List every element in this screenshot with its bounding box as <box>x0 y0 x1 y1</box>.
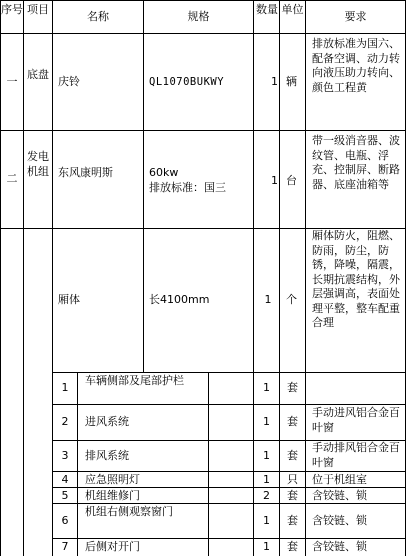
sub-row-unit: 套 <box>287 514 298 527</box>
sub-row-req: 含铰链、锁 <box>312 489 367 502</box>
sub-row-unit: 套 <box>287 540 298 553</box>
sub-row-no: 3 <box>61 449 69 462</box>
sub-row-name: 应急照明灯 <box>85 473 140 486</box>
sub-row-unit: 套 <box>287 381 298 394</box>
sub-row-name: 排风系统 <box>85 449 129 462</box>
row2-req: 带一级消音器、波纹管、电瓶、浮充、控制屏、断路器、底座油箱等 <box>312 134 400 191</box>
header-unit: 单位 <box>281 3 304 16</box>
row3-req: 厢体防火，阻燃、防雨，防尘，防锈，降噪，隔震，长期抗震结构，外层强调高，表面处理平整，整车配重合理 <box>312 229 400 329</box>
row2-item: 发电机组 <box>27 150 49 178</box>
sub-row-qty: 2 <box>263 489 270 502</box>
sub-row-req: 位于机组室 <box>312 473 367 486</box>
sub-row-name: 机组右侧观察窗门 <box>85 505 173 518</box>
sub-row-req: 手动进风铝合金百叶窗 <box>312 406 400 434</box>
sub-row-req: 手动排风铝合金百叶窗 <box>312 441 400 469</box>
header-qty: 数量 <box>256 3 278 16</box>
row1-name: 庆铃 <box>58 75 80 88</box>
sub-row-unit: 套 <box>287 415 298 428</box>
sub-row-name: 车辆侧部及尾部护栏 <box>85 374 184 387</box>
sub-row-qty: 1 <box>263 449 270 462</box>
sub-row-qty: 1 <box>263 381 270 394</box>
row2-qty: 1 <box>271 174 278 187</box>
row1-spec: QL1070BUKWY <box>149 76 225 88</box>
row3-qty: 1 <box>264 293 272 306</box>
row1-seq: 一 <box>6 75 18 88</box>
sub-row-unit: 套 <box>287 489 298 502</box>
header-seq: 序号 <box>1 3 23 16</box>
sub-row-unit: 套 <box>287 449 298 462</box>
row2-unit: 台 <box>286 174 297 187</box>
header-item: 项目 <box>27 3 49 16</box>
row3-name: 厢体 <box>58 293 80 306</box>
header-spec: 规格 <box>187 10 210 23</box>
row1-qty: 1 <box>271 75 278 88</box>
sub-row-qty: 1 <box>263 473 270 486</box>
sub-row-qty: 1 <box>263 540 270 553</box>
sub-row-req: 含铰链、锁 <box>312 514 367 527</box>
row2-name: 东风康明斯 <box>58 166 113 179</box>
header-name: 名称 <box>87 10 109 23</box>
row1-unit: 辆 <box>286 75 297 88</box>
sub-row-qty: 1 <box>263 514 270 527</box>
row3-unit: 个 <box>286 293 297 306</box>
sub-row-no: 1 <box>61 381 69 394</box>
sub-row-name: 进风系统 <box>85 415 129 428</box>
sub-row-name: 后侧对开门 <box>85 540 140 553</box>
sub-row-no: 4 <box>61 473 69 486</box>
row1-req: 排放标准为国六、配备空调、动力转向液压助力转向、颜色工程黄 <box>312 37 400 94</box>
row2-spec-line1: 60kw <box>149 166 179 179</box>
header-req: 要求 <box>344 10 367 23</box>
row2-spec-line2: 排放标准：国三 <box>149 181 226 194</box>
sub-row-no: 2 <box>61 415 69 428</box>
row3-spec: 长4100mm <box>149 293 210 306</box>
sub-row-unit: 只 <box>287 473 298 486</box>
sub-row-req: 含铰链、锁 <box>312 540 367 553</box>
sub-row-no: 6 <box>61 514 69 527</box>
row1-item: 底盘 <box>27 68 49 81</box>
sub-row-no: 5 <box>61 489 69 502</box>
sub-row-no: 7 <box>61 540 69 553</box>
sub-row-name: 机组维修门 <box>85 489 140 502</box>
sub-row-qty: 1 <box>263 415 270 428</box>
row2-seq: 二 <box>6 172 18 185</box>
